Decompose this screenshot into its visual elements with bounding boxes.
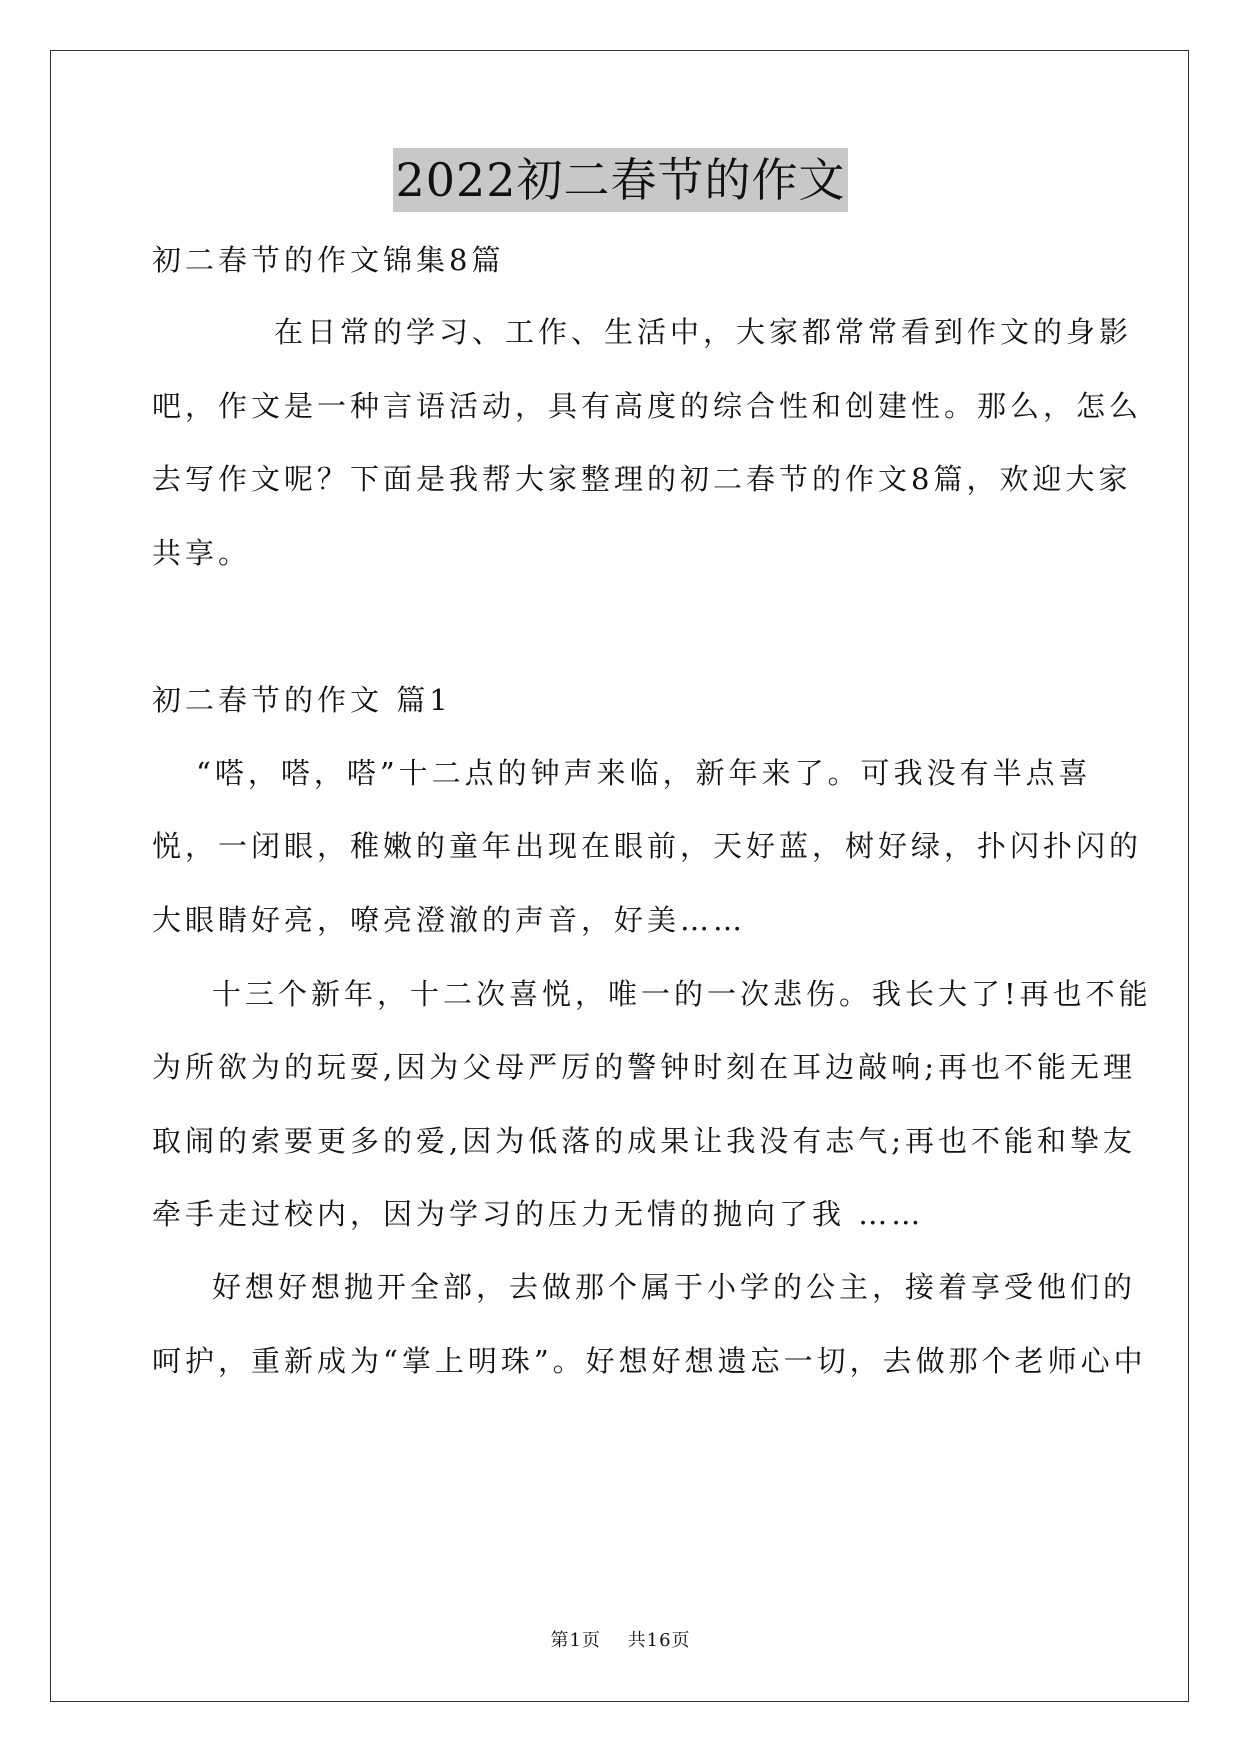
- document-title: 2022初二春节的作文: [393, 148, 847, 212]
- paragraph-line: 共享。: [152, 536, 252, 570]
- paragraph-line: 呵护，重新成为“掌上明珠”。好想好想遗忘一切，去做那个老师心中: [152, 1344, 1147, 1378]
- page-total: 共16页: [627, 1630, 691, 1651]
- paragraph-line: 去写作文呢？下面是我帮大家整理的初二春节的作文8篇，欢迎大家: [152, 462, 1132, 496]
- paragraph-line: 牵手走过校内，因为学习的压力无情的抛向了我 ……: [152, 1197, 925, 1231]
- page-border: [50, 50, 1189, 1702]
- paragraph-line: “嗒，嗒，嗒”十二点的钟声来临，新年来了。可我没有半点喜: [196, 756, 1092, 790]
- paragraph-line: 大眼睛好亮，嘹亮澄澈的声音，好美……: [152, 903, 747, 937]
- subtitle-line: 初二春节的作文锦集8篇: [152, 243, 505, 277]
- paragraph-line: 在日常的学习、工作、生活中，大家都常常看到作文的身影: [274, 315, 1133, 349]
- paragraph-line: 吧，作文是一种言语活动，具有高度的综合性和创建性。那么，怎么: [152, 389, 1143, 423]
- section-heading: 初二春节的作文 篇1: [152, 683, 452, 717]
- title-wrap: [0, 148, 1241, 212]
- page-footer: [0, 1626, 1241, 1652]
- paragraph-line: 悦，一闭眼，稚嫩的童年出现在眼前，天好蓝，树好绿，扑闪扑闪的: [152, 829, 1143, 863]
- paragraph-line: 取闹的索要更多的爱,因为低落的成果让我没有志气;再也不能和挚友: [152, 1124, 1136, 1158]
- paragraph-line: 为所欲为的玩耍,因为父母严厉的警钟时刻在耳边敲响;再也不能无理: [152, 1050, 1136, 1084]
- paragraph-line: 好想好想抛开全部，去做那个属于小学的公主，接着享受他们的: [212, 1270, 1137, 1304]
- paragraph-line: 十三个新年，十二次喜悦，唯一的一次悲伤。我长大了!再也不能: [212, 977, 1152, 1011]
- page-number: 第1页: [550, 1630, 601, 1651]
